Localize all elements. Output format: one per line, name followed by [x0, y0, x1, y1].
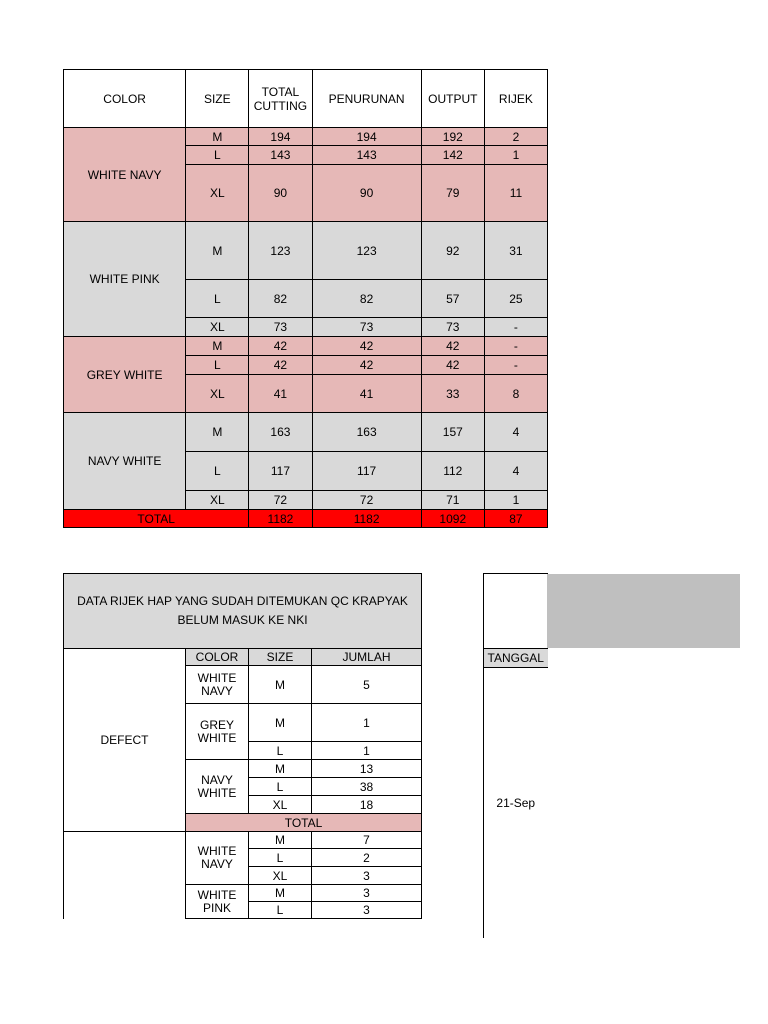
rijek-cell: - [484, 337, 547, 356]
total-cutting-sum: 1182 [249, 510, 312, 528]
output-cell: 92 [421, 222, 484, 280]
rijek-cell: 11 [484, 165, 547, 222]
jumlah-cell: 5 [312, 666, 422, 704]
header-row [64, 649, 422, 666]
color-cell: GREY WHITE [64, 337, 186, 413]
penurunan-cell: 42 [312, 337, 421, 356]
header-total-cutting-text: TOTAL CUTTING [253, 84, 308, 113]
jumlah-cell: 13 [312, 760, 422, 778]
output-cell: 112 [421, 452, 484, 491]
total-cell: 42 [249, 337, 312, 356]
penurunan-cell: 73 [312, 318, 421, 337]
output-cell: 33 [421, 375, 484, 413]
header-tanggal: TANGGAL [484, 649, 548, 668]
size-cell: M [186, 128, 249, 146]
table-row [64, 413, 548, 452]
color-cell: NAVY WHITE [186, 760, 249, 814]
penurunan-cell: 82 [312, 280, 421, 318]
jumlah-cell: 3 [312, 885, 422, 902]
size-cell: M [249, 832, 312, 849]
output-cell: 42 [421, 337, 484, 356]
rijek-cell: 25 [484, 280, 547, 318]
total-cell: 90 [249, 165, 312, 222]
table-row [64, 832, 422, 849]
size-cell: XL [186, 491, 249, 510]
output-cell: 73 [421, 318, 484, 337]
size-cell: M [249, 704, 312, 742]
penurunan-cell: 194 [312, 128, 421, 146]
output-cell: 79 [421, 165, 484, 222]
penurunan-cell: 117 [312, 452, 421, 491]
total-label: TOTAL [64, 510, 249, 528]
table-row [64, 222, 548, 280]
table-row [64, 337, 548, 356]
size-cell: XL [249, 796, 312, 814]
rijek-table [63, 573, 422, 919]
total-cell: 194 [249, 128, 312, 146]
rijek-cell: 1 [484, 491, 547, 510]
total-label: TOTAL [186, 814, 422, 832]
total-cell: 123 [249, 222, 312, 280]
size-cell: XL [186, 165, 249, 222]
header-penurunan: PENURUNAN [312, 70, 421, 128]
total-cell: 42 [249, 356, 312, 375]
total-cell: 82 [249, 280, 312, 318]
size-cell: M [249, 760, 312, 778]
size-cell: L [186, 452, 249, 491]
rijek-cell: 4 [484, 413, 547, 452]
size-cell: L [249, 902, 312, 919]
date-cell: 21-Sep [484, 668, 548, 939]
size-cell: L [186, 146, 249, 165]
total-cell: 41 [249, 375, 312, 413]
total-cell: 143 [249, 146, 312, 165]
size-cell: M [249, 666, 312, 704]
rijek-cell: - [484, 356, 547, 375]
color-cell: WHITE NAVY [186, 832, 249, 885]
total-cell: 73 [249, 318, 312, 337]
defect-label: DEFECT [64, 649, 186, 832]
header-size: SIZE [186, 70, 249, 128]
table-row [64, 128, 548, 146]
header-total-cutting [249, 70, 312, 128]
output-cell: 192 [421, 128, 484, 146]
color-cell: WHITE PINK [64, 222, 186, 337]
size-cell: M [186, 337, 249, 356]
rijek-table-title: DATA RIJEK HAP YANG SUDAH DITEMUKAN QC KRAPYAK BELUM MASUK KE NKI [64, 574, 422, 649]
grey-block [547, 574, 740, 648]
penurunan-cell: 41 [312, 375, 421, 413]
total-cell: 163 [249, 413, 312, 452]
penurunan-cell: 163 [312, 413, 421, 452]
total-row [64, 510, 548, 528]
color-cell: WHITE NAVY [186, 666, 249, 704]
size-cell: M [186, 222, 249, 280]
color-cell: GREY WHITE [186, 704, 249, 760]
size-cell: L [249, 778, 312, 796]
jumlah-cell: 2 [312, 849, 422, 867]
header-size: SIZE [249, 649, 312, 666]
penurunan-cell: 143 [312, 146, 421, 165]
total-output-sum: 1092 [421, 510, 484, 528]
jumlah-cell: 3 [312, 902, 422, 919]
penurunan-cell: 90 [312, 165, 421, 222]
rijek-cell: 8 [484, 375, 547, 413]
total-rijek-sum: 87 [484, 510, 547, 528]
rijek-cell: - [484, 318, 547, 337]
size-cell: M [249, 885, 312, 902]
output-cell: 157 [421, 413, 484, 452]
size-cell: L [186, 280, 249, 318]
header-jumlah: JUMLAH [312, 649, 422, 666]
date-table [483, 573, 548, 938]
size-cell: L [186, 356, 249, 375]
size-cell: L [249, 849, 312, 867]
header-rijek: RIJEK [484, 70, 547, 128]
rijek-cell: 2 [484, 128, 547, 146]
section-label-cell [64, 832, 186, 919]
output-cell: 57 [421, 280, 484, 318]
color-cell: WHITE NAVY [64, 128, 186, 222]
header-color: COLOR [64, 70, 186, 128]
date-table-top [484, 574, 548, 649]
output-cell: 142 [421, 146, 484, 165]
total-cell: 72 [249, 491, 312, 510]
header-color: COLOR [186, 649, 249, 666]
jumlah-cell: 1 [312, 704, 422, 742]
jumlah-cell: 18 [312, 796, 422, 814]
jumlah-cell: 3 [312, 867, 422, 885]
penurunan-cell: 42 [312, 356, 421, 375]
size-cell: XL [186, 375, 249, 413]
output-cell: 42 [421, 356, 484, 375]
rijek-cell: 1 [484, 146, 547, 165]
penurunan-cell: 123 [312, 222, 421, 280]
size-cell: M [186, 413, 249, 452]
color-cell: WHITE PINK [186, 885, 249, 919]
size-cell: XL [249, 867, 312, 885]
color-cell: NAVY WHITE [64, 413, 186, 510]
size-cell: XL [186, 318, 249, 337]
header-output: OUTPUT [421, 70, 484, 128]
rijek-cell: 4 [484, 452, 547, 491]
jumlah-cell: 38 [312, 778, 422, 796]
production-table [63, 69, 548, 528]
penurunan-cell: 72 [312, 491, 421, 510]
output-cell: 71 [421, 491, 484, 510]
size-cell: L [249, 742, 312, 760]
rijek-cell: 31 [484, 222, 547, 280]
header-row [64, 70, 548, 128]
jumlah-cell: 7 [312, 832, 422, 849]
jumlah-cell: 1 [312, 742, 422, 760]
total-penurunan-sum: 1182 [312, 510, 421, 528]
total-cell: 117 [249, 452, 312, 491]
